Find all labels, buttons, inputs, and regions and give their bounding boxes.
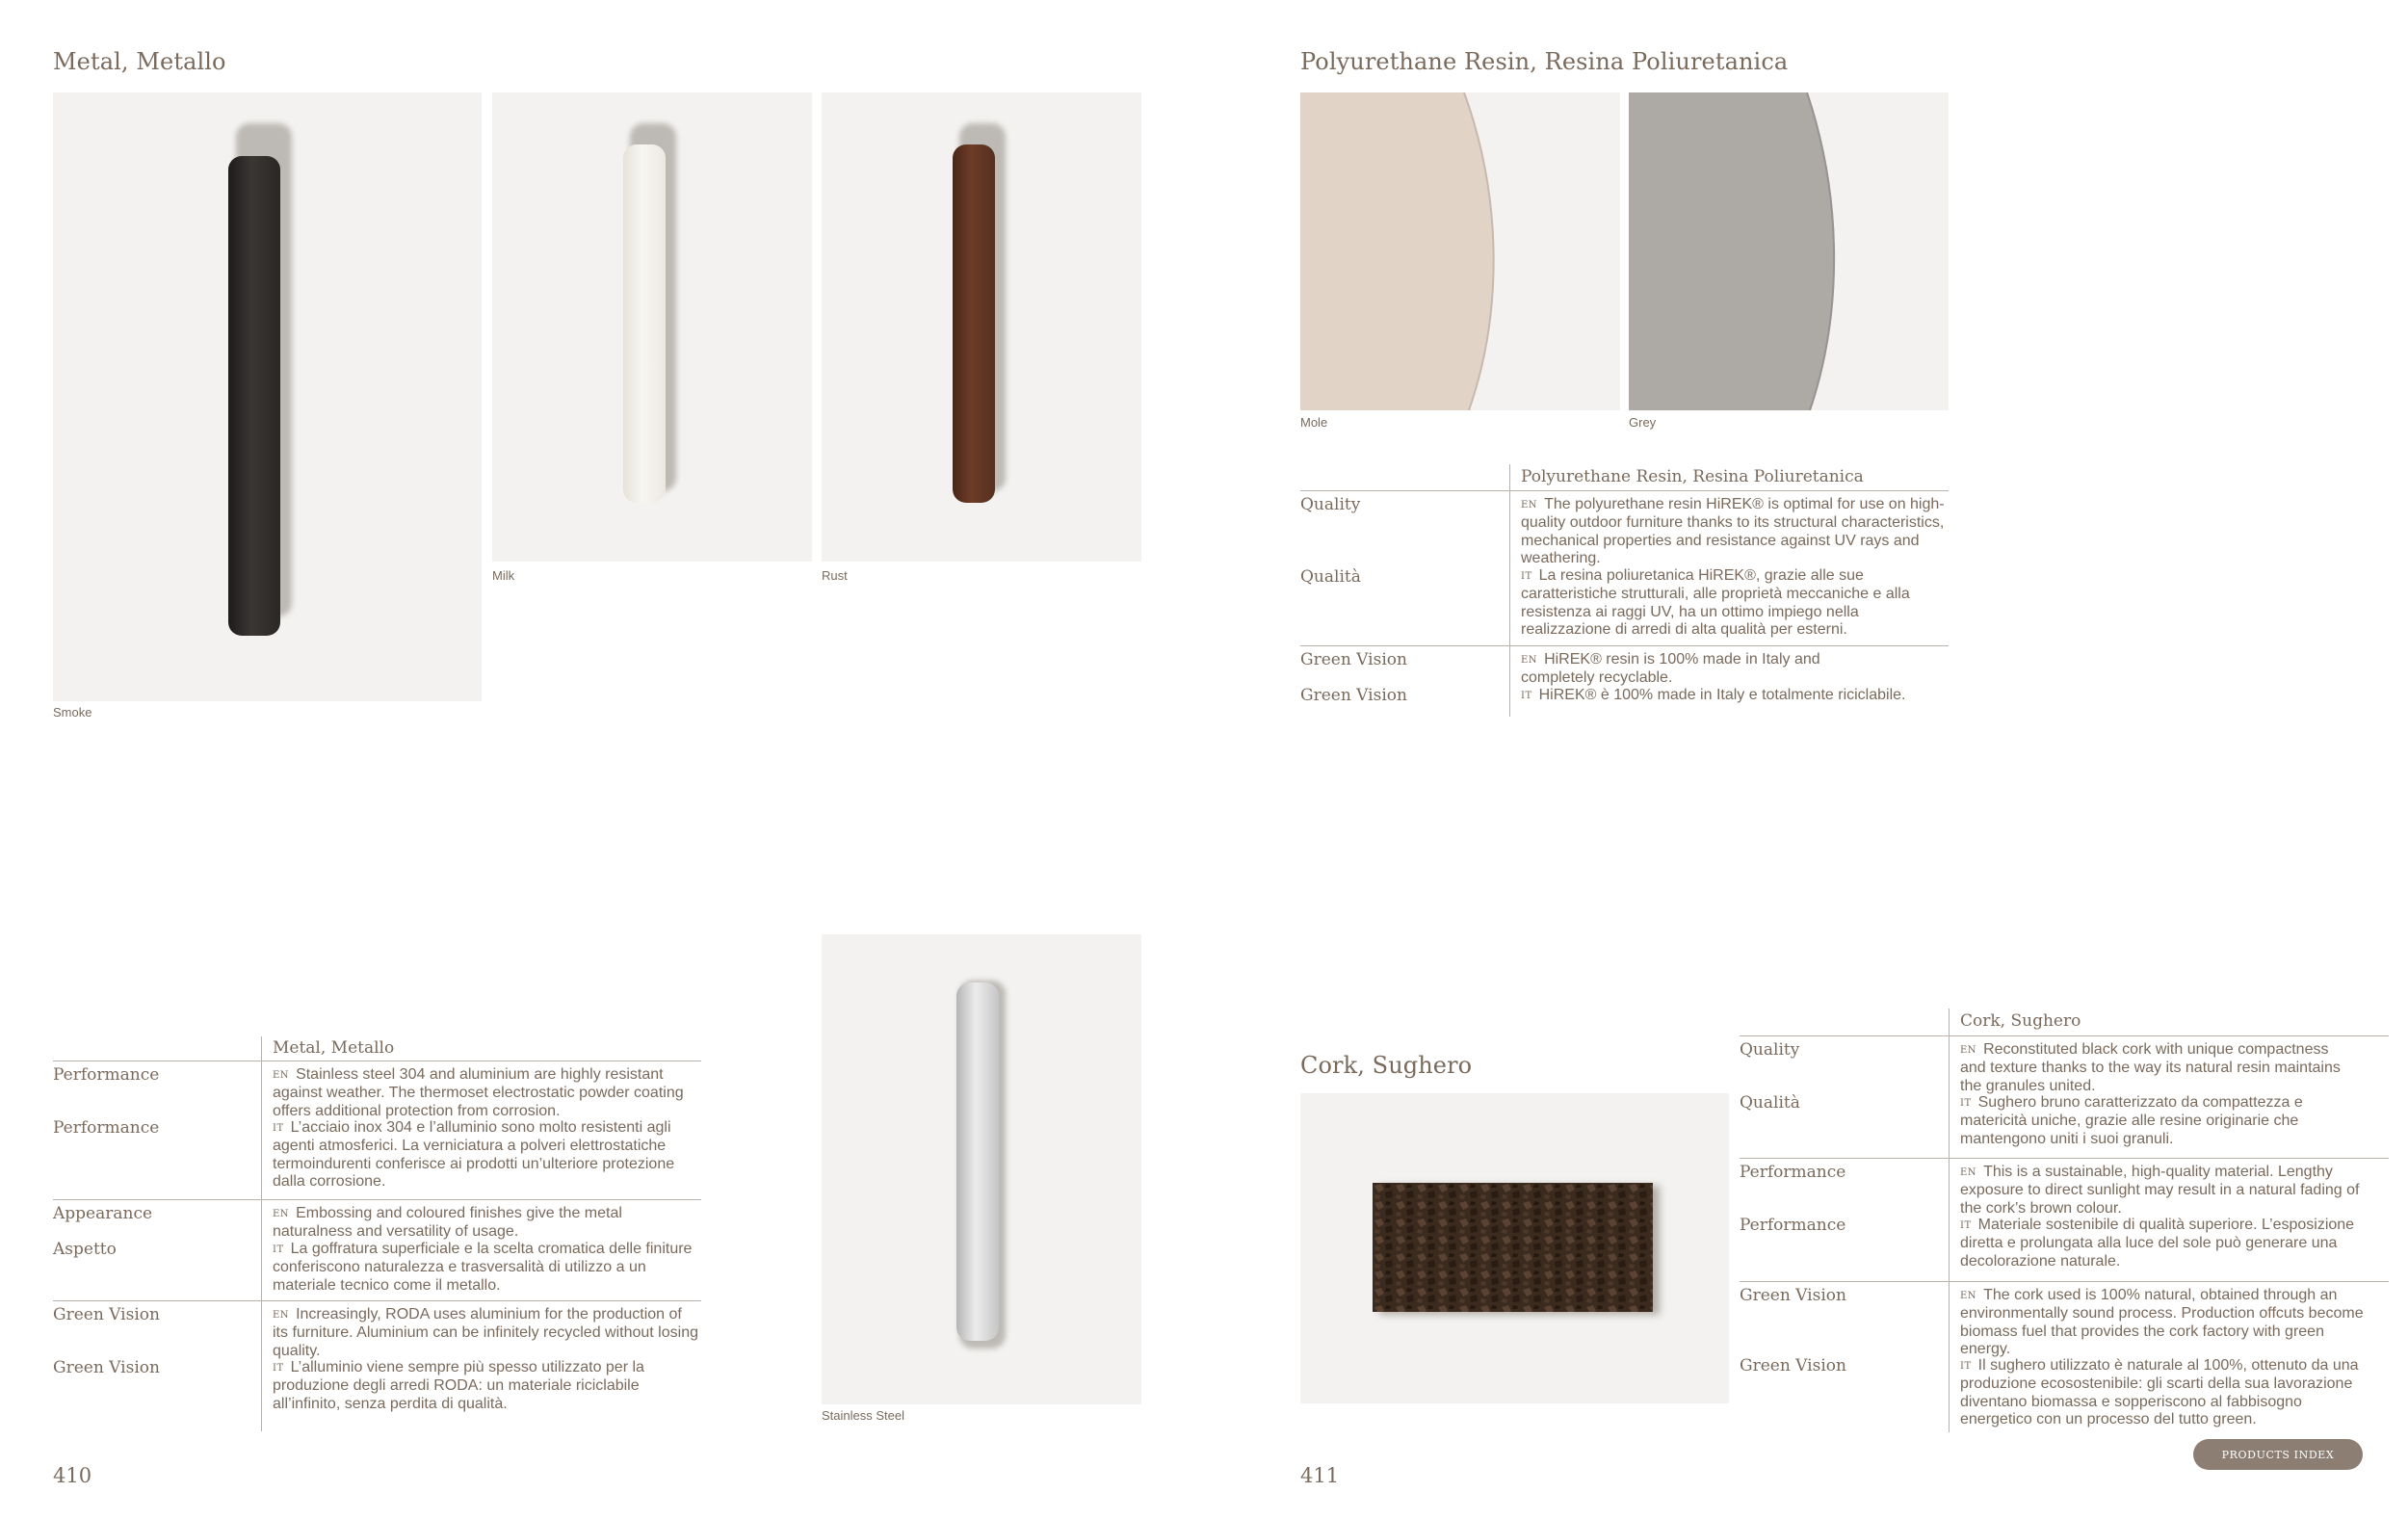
page-number: 411 — [1300, 1464, 1340, 1487]
page-number: 410 — [53, 1464, 92, 1487]
products-index-button[interactable]: PRODUCTS INDEX — [2193, 1439, 2363, 1470]
resin-section-title: Polyurethane Resin, Resina Poliuretanica — [1300, 48, 1789, 75]
row-text-it: IT La goffratura superficiale e la scelta cromatica delle finiture conferiscono naturalezza e trasversalità di utilizzo a un materiale tecnico come il metallo. — [273, 1241, 693, 1294]
row-label-it: Aspetto — [53, 1240, 117, 1259]
smoke-tube — [228, 156, 280, 636]
row-text-it: IT La resina poliuretanica HiREK®, grazie alle sue caratteristiche strutturali, alle proprietà meccaniche e alla resistenza ai raggi UV, ha un ottimo impiego nella realizzazione di arredi di alta qualità per esterni. — [1521, 567, 1910, 639]
cork-block — [1373, 1183, 1653, 1312]
table-header: Polyurethane Resin, Resina Poliuretanica — [1521, 467, 1864, 486]
row-text-it: IT Il sughero utilizzato è naturale al 100%, ottenuto da una produzione ecosostenibile: gli scarti della sua lavorazione diventano biomassa e sopperiscono al fabbisogno energetico con un processo del tutto green. — [1960, 1357, 2359, 1428]
row-text-it: IT HiREK® è 100% made in Italy e totalmente riciclabile. — [1521, 687, 1906, 703]
swatch-caption: Smoke — [53, 705, 92, 720]
swatch-grey-image — [1629, 92, 1949, 410]
swatch-caption: Mole — [1300, 415, 1328, 430]
swatch-mole-image — [1300, 92, 1620, 410]
rust-tube — [953, 144, 995, 503]
row-label-it: Qualità — [1740, 1093, 1800, 1113]
row-text-en: EN HiREK® resin is 100% made in Italy and completely recyclable. — [1521, 651, 1820, 687]
row-label-en: Performance — [1740, 1163, 1846, 1182]
cork-section-title: Cork, Sughero — [1300, 1052, 1473, 1079]
row-text-it: IT L’acciaio inox 304 e l’alluminio sono molto resistenti agli agenti atmosferici. La verniciatura a polveri elettrostatiche termoindurenti conferisce ai prodotti un’ulteriore protezione dalla corrosione. — [273, 1119, 675, 1191]
row-label-en: Green Vision — [1740, 1286, 1846, 1305]
row-text-it: IT Sughero bruno caratterizzato da compattezza e matericità uniche, grazie alle resine originarie che mantengono uniti i suoi granuli. — [1960, 1094, 2303, 1147]
swatch-rust-image — [822, 92, 1141, 562]
steel-tube — [956, 982, 999, 1341]
table-header: Metal, Metallo — [273, 1038, 395, 1058]
table-header: Cork, Sughero — [1960, 1011, 2081, 1031]
row-text-en: EN The cork used is 100% natural, obtained through an environmentally sound process. Production offcuts become biomass fuel that provides the cork factory with green energy. — [1960, 1287, 2364, 1358]
swatch-caption: Milk — [492, 568, 515, 583]
row-label-it: Performance — [1740, 1216, 1846, 1235]
row-text-en: EN Reconstituted black cork with unique compactness and texture thanks to the way its natural resin maintains the granules united. — [1960, 1041, 2341, 1094]
row-text-en: EN The polyurethane resin HiREK® is optimal for use on high-quality outdoor furniture thanks to its structural characteristics, mechanical properties and resistance against UV rays and weathering. — [1521, 496, 1945, 567]
swatch-caption: Stainless Steel — [822, 1408, 904, 1423]
row-label-it: Green Vision — [1300, 686, 1407, 705]
row-label-en: Green Vision — [53, 1305, 160, 1324]
row-label-it: Performance — [53, 1118, 160, 1138]
swatch-cork-image — [1300, 1093, 1729, 1403]
row-text-it: IT L’alluminio viene sempre più spesso utilizzato per la produzione degli arredi RODA: un materiale riciclabile all’infinito, senza perdita di qualità. — [273, 1359, 644, 1412]
row-label-en: Performance — [53, 1065, 160, 1085]
row-label-en: Green Vision — [1300, 650, 1407, 669]
row-text-en: EN Increasingly, RODA uses aluminium for the production of its furniture. Aluminium can be infinitely recycled without losing quality. — [273, 1306, 698, 1359]
row-text-en: EN Stainless steel 304 and aluminium are highly resistant against weather. The thermoset electrostatic powder coating offers additional protection from corrosion. — [273, 1066, 684, 1119]
row-text-en: EN This is a sustainable, high-quality material. Lengthy exposure to direct sunlight may result in a natural fading of the cork’s brown colour. — [1960, 1164, 2360, 1217]
swatch-stainless-steel-image — [822, 934, 1141, 1404]
row-label-it: Green Vision — [53, 1358, 160, 1377]
swatch-smoke-image — [53, 92, 482, 701]
row-label-en: Appearance — [53, 1204, 153, 1223]
milk-tube — [623, 144, 666, 503]
swatch-milk-image — [492, 92, 812, 562]
row-label-en: Quality — [1740, 1040, 1800, 1060]
swatch-caption: Rust — [822, 568, 848, 583]
row-text-it: IT Materiale sostenibile di qualità superiore. L’esposizione diretta e prolungata alla luce del sole può generare una decolorazione naturale. — [1960, 1217, 2355, 1270]
metal-section-title: Metal, Metallo — [53, 48, 226, 75]
row-label-en: Quality — [1300, 495, 1361, 514]
row-text-en: EN Embossing and coloured finishes give the metal naturalness and versatility of usage. — [273, 1205, 622, 1241]
swatch-caption: Grey — [1629, 415, 1657, 430]
row-label-it: Qualità — [1300, 567, 1361, 587]
row-label-it: Green Vision — [1740, 1356, 1846, 1375]
